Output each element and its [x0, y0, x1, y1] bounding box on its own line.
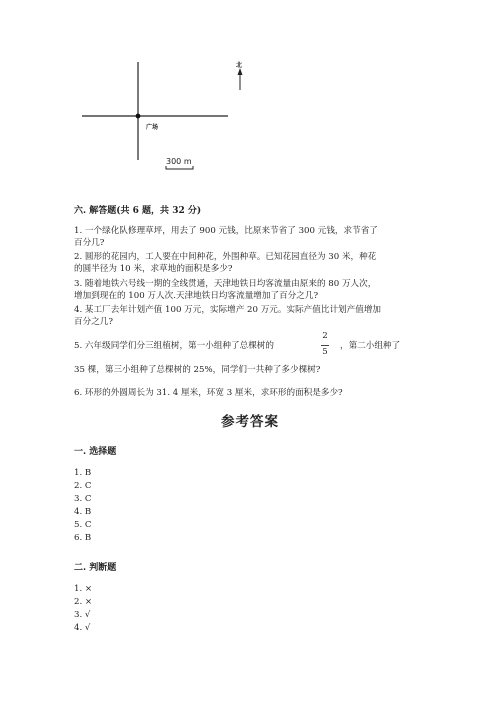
q2-line2: 的圆半径为 10 米，求草地的面积是多少?: [74, 264, 233, 274]
q1-line1: 1. 一个绿化队修理草坪，用去了 900 元钱，比原来节省了 300 元钱，求节省了: [74, 226, 378, 236]
answer-sec1-item: 6. B: [74, 533, 92, 543]
q4-line2: 百分之几?: [74, 317, 113, 327]
answer-sec1-item: 5. C: [74, 520, 92, 530]
answers-title: 参考答案: [221, 414, 279, 430]
answers-sec2-title: 二. 判断题: [74, 563, 117, 573]
answer-sec2-item: 2. ×: [74, 597, 93, 607]
answer-sec1-item: 2. C: [74, 481, 92, 491]
q3-line2: 增加到现在的 100 万人次.天津地铁日均客流量增加了百分之几?: [74, 291, 319, 301]
north-label: 北: [236, 62, 243, 69]
answer-sec1-item: 1. B: [74, 468, 92, 478]
q5-part2: ，第二小组种了: [340, 341, 401, 351]
q4-line1: 4. 某工厂去年计划产值 100 万元，实际增产 20 万元。实际产值比计划产值增加: [74, 305, 382, 315]
answer-sec1-item: 4. B: [74, 507, 92, 517]
answers-sec1-title: 一. 选择题: [74, 447, 117, 457]
square-point: [136, 114, 141, 119]
map-figure: [0, 0, 500, 190]
q1-line2: 百分几?: [74, 238, 105, 248]
scale-bar: [166, 166, 193, 169]
answer-sec2-item: 1. ×: [74, 584, 93, 594]
q6-line1: 6. 环形的外圆周长为 31. 4 厘米，环宽 3 厘米，求环形的面积是多少?: [74, 388, 343, 398]
q5-part1: 5. 六年级同学们分三组植树，第一小组种了总棵树的: [74, 341, 274, 351]
scale-label: 300 m: [166, 157, 192, 166]
answer-sec2-item: 4. √: [74, 623, 91, 633]
q5-fraction-bar: [321, 345, 329, 346]
section6-title: 六. 解答题(共 6 题，共 32 分): [74, 206, 202, 216]
answer-sec1-item: 3. C: [74, 494, 92, 504]
q5-fraction-denominator: 5: [322, 347, 328, 357]
q2-line1: 2. 圆形的花园内，工人要在中间种花，外围种草。已知花园直径为 30 米，种花: [74, 252, 377, 262]
square-label: 广场: [146, 124, 159, 131]
q5-line2: 35 棵，第三小组种了总棵树的 25%，同学们一共种了多少棵树?: [74, 365, 321, 375]
north-arrow-head-icon: [238, 68, 243, 75]
q5-fraction-numerator: 2: [322, 331, 328, 341]
answer-sec2-item: 3. √: [74, 610, 91, 620]
q3-line1: 3. 随着地铁六号线一期的全线贯通，天津地铁日均客流量由原来的 80 万人次，: [74, 279, 377, 289]
